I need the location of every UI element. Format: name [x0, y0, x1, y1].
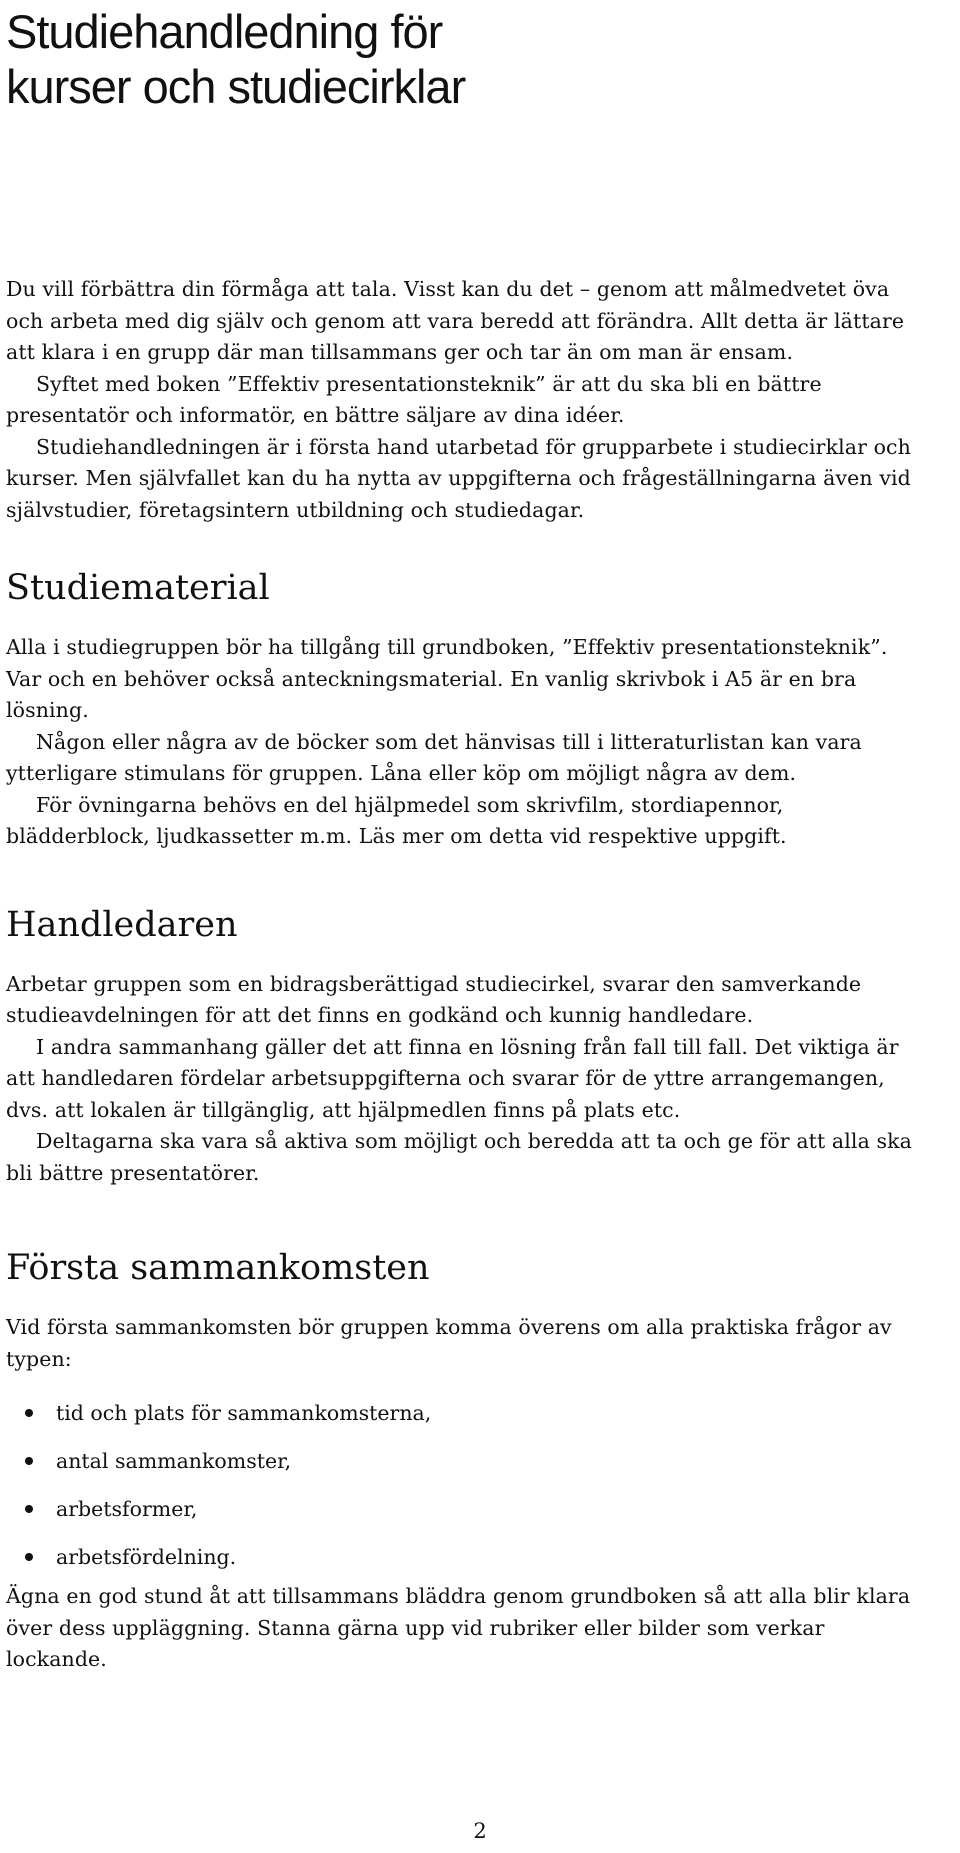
section-handledaren [6, 903, 928, 1190]
forsta-sammankomsten-intro: Vid första sammankomsten bör gruppen komma överens om alla praktiska frågor av typen: [6, 1315, 892, 1371]
list-item-text: arbetsformer, [56, 1497, 198, 1521]
section-heading-studiematerial: Studiematerial [6, 568, 270, 608]
list-item-text: tid och plats för sammankomsterna, [56, 1401, 432, 1425]
handledaren-paragraph-1: Arbetar gruppen som en bidragsberättigad studiecirkel, svarar den samverkande studieavdelningen för att det finns en godkänd och kunnig handledare. [6, 971, 862, 1027]
bullet-icon [25, 1553, 33, 1561]
page-number: 2 [473, 1819, 487, 1843]
handledaren-paragraph-2: I andra sammanhang gäller det att finna en lösning från fall till fall. Det viktiga är att handledaren fördelar arbetsuppgifterna och svarar för de yttre arrangemangen, dvs. att lokalen är tillgänglig, att hjälpmedlen finns på plats etc. [6, 1034, 899, 1122]
section-heading-forsta-sammankomsten: Första sammankomsten [6, 1248, 430, 1288]
practical-questions-list [6, 1389, 928, 1581]
list-item-text: arbetsfördelning. [56, 1545, 237, 1569]
list-item-text: antal sammankomster, [56, 1449, 292, 1473]
list-item [6, 1437, 928, 1485]
list-item [6, 1485, 928, 1533]
list-item [6, 1389, 928, 1437]
document-page [6, 0, 928, 1676]
section-forsta-sammankomsten [6, 1246, 928, 1676]
section-body-forsta-sammankomsten [6, 1312, 928, 1676]
section-studiematerial [6, 566, 928, 853]
intro-section [6, 274, 928, 526]
studiematerial-paragraph-2: Någon eller några av de böcker som det hänvisas till i litteraturlistan kan vara ytterligare stimulans för gruppen. Låna eller köp om möjligt några av dem. [6, 729, 862, 785]
handledaren-paragraph-3: Deltagarna ska vara så aktiva som möjligt och beredda att ta och ge för att alla ska bli bättre presentatörer. [6, 1129, 912, 1185]
intro-paragraph-2: Syftet med boken ”Effektiv presentationsteknik” är att du ska bli en bättre presentatör och informatör, en bättre säljare av dina idéer. [6, 371, 822, 427]
list-item [6, 1533, 928, 1581]
document-title-line-2: kurser och studiecirklar [6, 60, 466, 113]
section-heading-handledaren: Handledaren [6, 904, 238, 945]
section-body-studiematerial [6, 632, 928, 853]
document-title-line-1: Studiehandledning för [6, 5, 443, 58]
intro-paragraph-1: Du vill förbättra din förmåga att tala. Visst kan du det – genom att målmedvetet öva och arbeta med dig själv och genom att vara beredd att förändra. Allt detta är lättare att klara i en grupp där man tillsammans ger och tar än om man är ensam. [6, 277, 905, 364]
bullet-icon [25, 1409, 33, 1417]
studiematerial-paragraph-3: För övningarna behövs en del hjälpmedel som skrivfilm, stordiapennor, blädderblock, ljudkassetter m.m. Läs mer om detta vid respektive uppgift. [6, 792, 787, 848]
forsta-sammankomsten-closing: Ägna en god stund åt att tillsammans bläddra genom grundboken så att alla blir klara över dess uppläggning. Stanna gärna upp vid rubriker eller bilder som verkar lockande. [6, 1584, 911, 1671]
bullet-icon [25, 1505, 33, 1513]
bullet-icon [25, 1457, 33, 1465]
studiematerial-paragraph-1: Alla i studiegruppen bör ha tillgång till grundboken, ”Effektiv presentationsteknik”. Var och en behöver också anteckningsmaterial. En vanlig skrivbok i A5 är en bra lösning. [6, 635, 888, 722]
section-body-handledaren [6, 969, 928, 1190]
intro-paragraph-3: Studiehandledningen är i första hand utarbetad för grupparbete i studiecirklar och kurser. Men självfallet kan du ha nytta av uppgifterna och frågeställningarna även vid självstudier, företagsintern utbildning och studiedagar. [6, 434, 911, 522]
document-title [6, 0, 928, 114]
